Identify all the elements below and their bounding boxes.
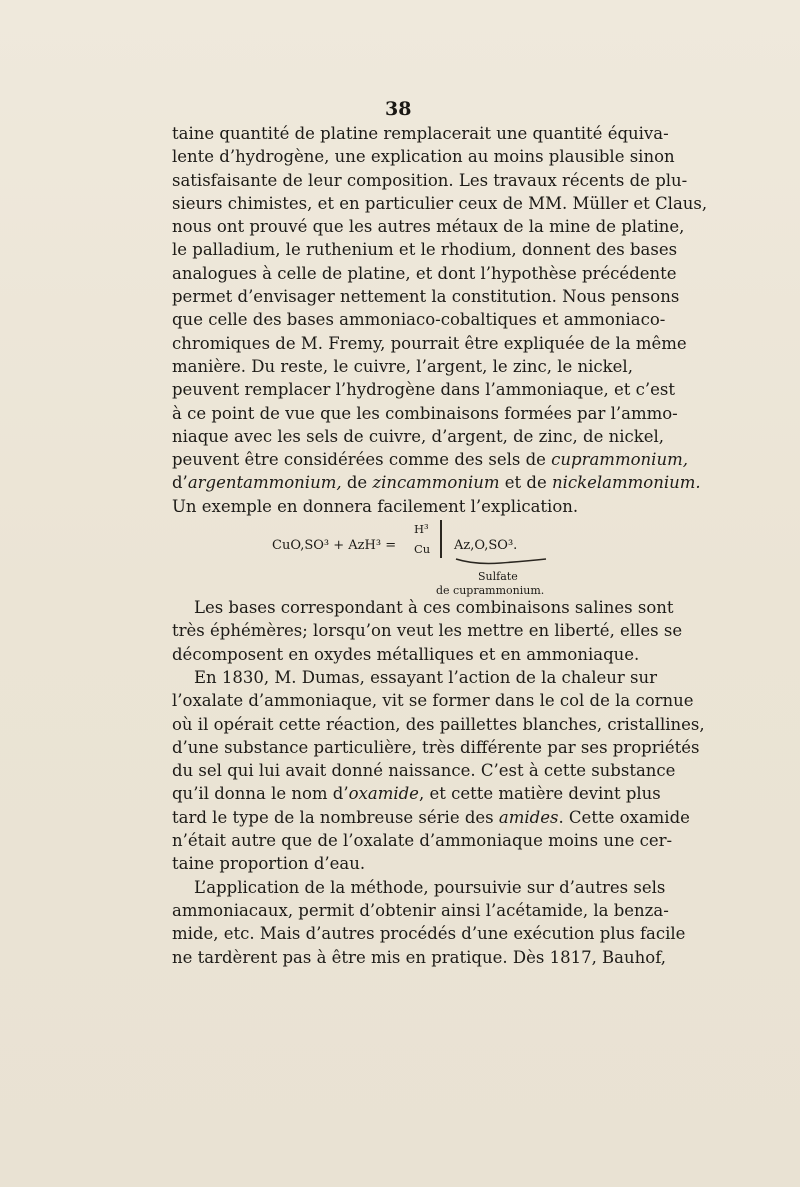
- text-line: taine quantité de platine remplacerait une quantité équiva-: [172, 124, 669, 143]
- text-segment: de: [341, 473, 373, 493]
- formula-label-sulfate: Sulfate: [478, 570, 518, 584]
- text-line: taine proportion d’eau.: [172, 854, 366, 874]
- page-number: 38: [385, 98, 412, 120]
- paragraph-3: [172, 666, 705, 876]
- formula-cu: Cu: [414, 542, 431, 557]
- text-line: le palladium, le ruthenium et le rhodium, donnent des bases: [172, 240, 678, 260]
- formula-h3: H³: [414, 522, 429, 537]
- italic-term: oxamide: [348, 784, 419, 804]
- text-line: En 1830, M. Dumas, essayant l’action de la chaleur sur: [194, 667, 658, 687]
- text-line: permet d’envisager nettement la constitution. Nous pensons: [172, 287, 680, 307]
- text-line: L’application de la méthode, poursuivie sur d’autres sels: [194, 877, 666, 897]
- text-line: [172, 782, 661, 805]
- text-line: peuvent remplacer l’hydrogène dans l’ammoniaque, et c’est: [172, 380, 675, 400]
- text-line: satisfaisante de leur composition. Les travaux récents de plu-: [172, 170, 688, 190]
- chemical-formula: [172, 518, 628, 598]
- italic-term: zincammonium: [372, 473, 500, 493]
- formula-bracket: [440, 520, 442, 558]
- text-line: [172, 448, 688, 471]
- text-line: [172, 806, 690, 829]
- text-segment: , et cette matière devint plus: [418, 784, 661, 804]
- text-line: nous ont prouvé que les autres métaux de la mine de platine,: [172, 217, 685, 237]
- italic-term: argentammonium,: [187, 473, 342, 493]
- text-line: sieurs chimistes, et en particulier ceux de MM. Müller et Claus,: [172, 193, 708, 213]
- text-segment: peuvent être considérées comme des sels de: [172, 450, 552, 470]
- spacer: [172, 582, 628, 596]
- text-line: que celle des bases ammoniaco-cobaltiques et ammoniaco-: [172, 310, 666, 330]
- text-line: d’une substance particulière, très différente par ses propriétés: [172, 737, 700, 757]
- italic-term: cuprammonium,: [551, 450, 688, 470]
- text-line: manière. Du reste, le cuivre, l’argent, le zinc, le nickel,: [172, 356, 633, 376]
- italic-term: nickelammonium.: [551, 473, 701, 493]
- text-line: niaque avec les sels de cuivre, d’argent, de zinc, de nickel,: [172, 426, 665, 446]
- text-line: chromiques de M. Fremy, pourrait être expliquée de la même: [172, 333, 687, 353]
- body-text: [172, 122, 708, 969]
- text-line: analogues à celle de platine, et dont l’hypothèse précédente: [172, 263, 677, 283]
- paragraph-4: [172, 876, 686, 969]
- text-line: à ce point de vue que les combinaisons formées par l’ammo-: [172, 403, 678, 423]
- text-line: du sel qui lui avait donné naissance. C’est à cette substance: [172, 761, 676, 781]
- formula-label-cuprammonium: de cuprammonium.: [436, 584, 545, 598]
- paragraph-2: [172, 596, 683, 666]
- text-line: mide, etc. Mais d’autres procédés d’une exécution plus facile: [172, 924, 686, 944]
- text-line: Les bases correspondant à ces combinaisons salines sont: [194, 598, 674, 618]
- text-line: ammoniacaux, permit d’obtenir ainsi l’acétamide, la benza-: [172, 900, 669, 920]
- formula-reactants: CuO,SO³ + AzH³ =: [272, 538, 397, 554]
- text-segment: et de: [499, 473, 552, 493]
- text-line: l’oxalate d’ammoniaque, vit se former dans le col de la cornue: [172, 691, 694, 711]
- text-line: où il opérait cette réaction, des paillettes blanches, cristallines,: [172, 714, 705, 734]
- text-line: Un exemple en donnera facilement l’explication.: [172, 496, 579, 516]
- italic-term: amides: [498, 807, 559, 827]
- text-line: n’était autre que de l’oxalate d’ammoniaque moins une cer-: [172, 831, 673, 851]
- text-line: très éphémères; lorsqu’on veut les mettre en liberté, elles se: [172, 621, 683, 641]
- text-segment: qu’il donna le nom d’: [172, 784, 349, 804]
- formula-product: Az,O,SO³.: [454, 538, 518, 554]
- text-line: [172, 471, 701, 494]
- paragraph-1: [172, 122, 708, 518]
- text-line: lente d’hydrogène, une explication au moins plausible sinon: [172, 147, 675, 167]
- text-line: ne tardèrent pas à être mis en pratique. Dès 1817, Bauhof,: [172, 947, 666, 967]
- text-line: décomposent en oxydes métalliques et en ammoniaque.: [172, 644, 640, 664]
- text-segment: d’: [172, 473, 188, 493]
- text-segment: . Cette oxamide: [558, 807, 690, 827]
- text-segment: tard le type de la nombreuse série des: [172, 807, 499, 827]
